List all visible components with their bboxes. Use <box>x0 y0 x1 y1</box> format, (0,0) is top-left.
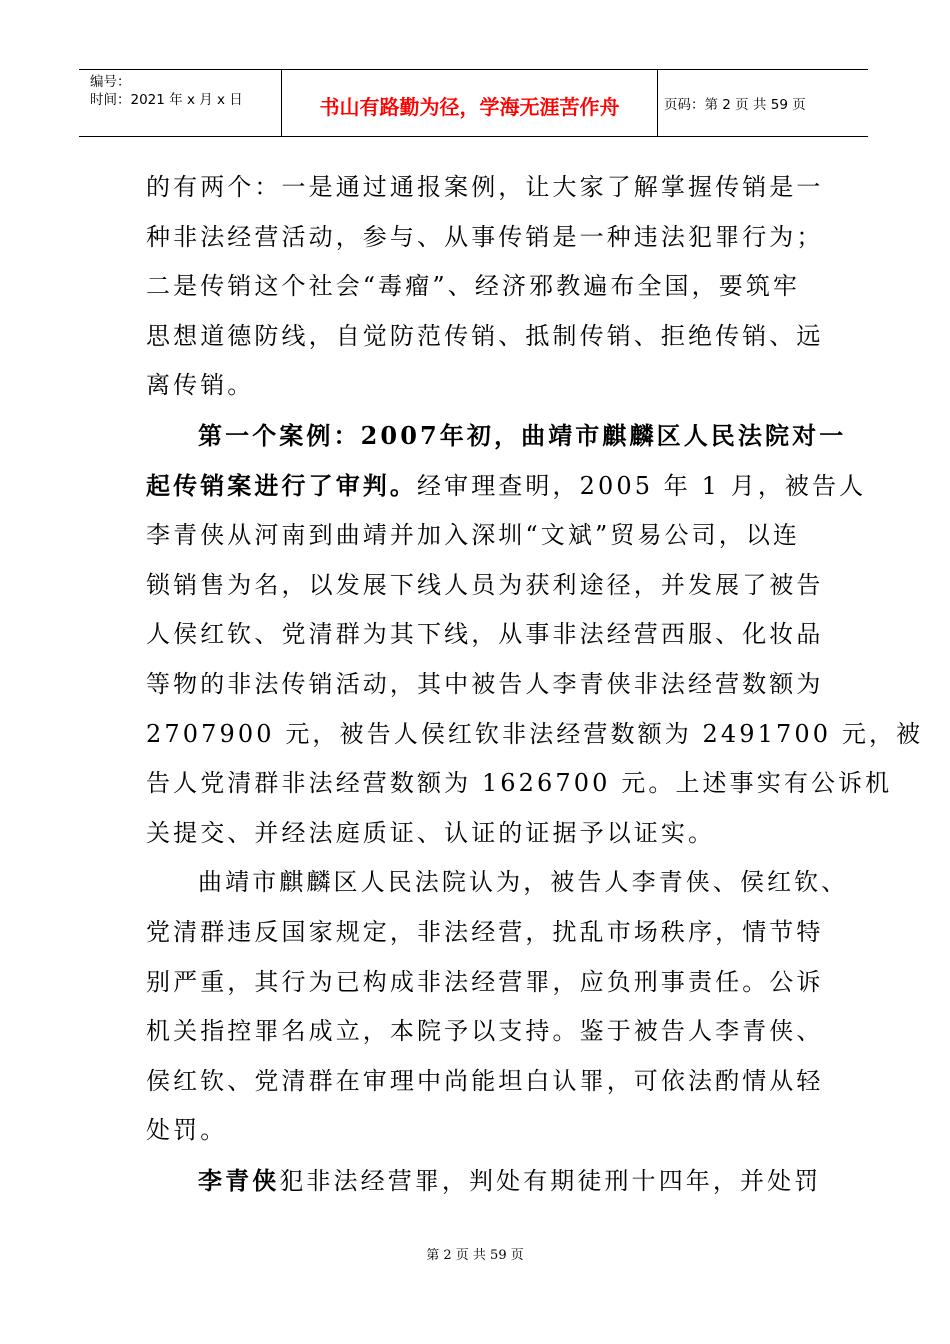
text-line: 别严重，其行为已构成非法经营罪，应负刑事责任。公诉 <box>146 967 824 996</box>
text-line: 人侯红钦、党清群为其下线，从事非法经营西服、化妆品 <box>146 620 824 649</box>
defendant-name: 李青侠 <box>198 1165 280 1195</box>
case-heading-line: 第一个案例：2007年初，曲靖市麒麟区人民法院对一 <box>198 420 847 450</box>
text-line: 处罚。 <box>146 1116 228 1145</box>
header-page-info: 页码：第 2 页 共 59 页 <box>664 97 806 113</box>
text-line: 侯红钦、党清群在审理中尚能坦白认罪，可依法酌情从轻 <box>146 1066 824 1095</box>
text-line: 2707900 元，被告人侯红钦非法经营数额为 2491700 元，被 <box>146 719 924 748</box>
header-motto: 书山有路勤为径，学海无涯苦作舟 <box>282 70 658 136</box>
text-line: 思想道德防线，自觉防范传销、抵制传销、拒绝传销、远 <box>146 321 824 350</box>
text-line: 李青侠从河南到曲靖并加入深圳“文斌”贸易公司，以连 <box>146 521 801 550</box>
document-number: 编号： <box>90 74 131 90</box>
document-date: 时间：2021 年 x 月 x 日 <box>90 92 243 108</box>
text-line: 告人党清群非法经营数额为 1626700 元。上述事实有公诉机 <box>146 769 893 798</box>
text-span: 经审理查明，2005 年 1 月，被告人 <box>417 471 867 500</box>
text-line <box>146 1156 822 1207</box>
text-line: 机关指控罪名成立，本院予以支持。鉴于被告人李青侠、 <box>146 1017 824 1046</box>
text-line: 党清群违反国家规定，非法经营，扰乱市场秩序，情节特 <box>146 917 824 946</box>
text-line: 等物的非法传销活动，其中被告人李青侠非法经营数额为 <box>146 669 824 698</box>
case-heading-end: 起传销案进行了审判。 <box>146 470 417 500</box>
text-line: 离传销。 <box>146 371 255 400</box>
header-meta <box>79 70 282 136</box>
text-span: 犯非法经营罪，判处有期徒刑十四年，并处罚 <box>279 1166 822 1195</box>
page-header <box>79 69 868 137</box>
text-line: 二是传销这个社会“毒瘤”、经济邪教遍布全国，要筑牢 <box>146 272 801 301</box>
text-line: 关提交、并经法庭质证、认证的证据予以证实。 <box>146 818 716 847</box>
text-line: 曲靖市麒麟区人民法院认为，被告人李青侠、侯红钦、 <box>198 868 849 897</box>
text-line: 种非法经营活动，参与、从事传销是一种违法犯罪行为； <box>146 222 824 251</box>
text-line: 的有两个：一是通过通报案例，让大家了解掌握传销是一 <box>146 173 824 201</box>
text-line <box>146 461 867 512</box>
document-body <box>146 163 924 1206</box>
text-line: 锁销售为名，以发展下线人员为获利途径，并发展了被告 <box>146 570 824 599</box>
page-footer: 第 2 页 共 59 页 <box>426 1248 524 1263</box>
